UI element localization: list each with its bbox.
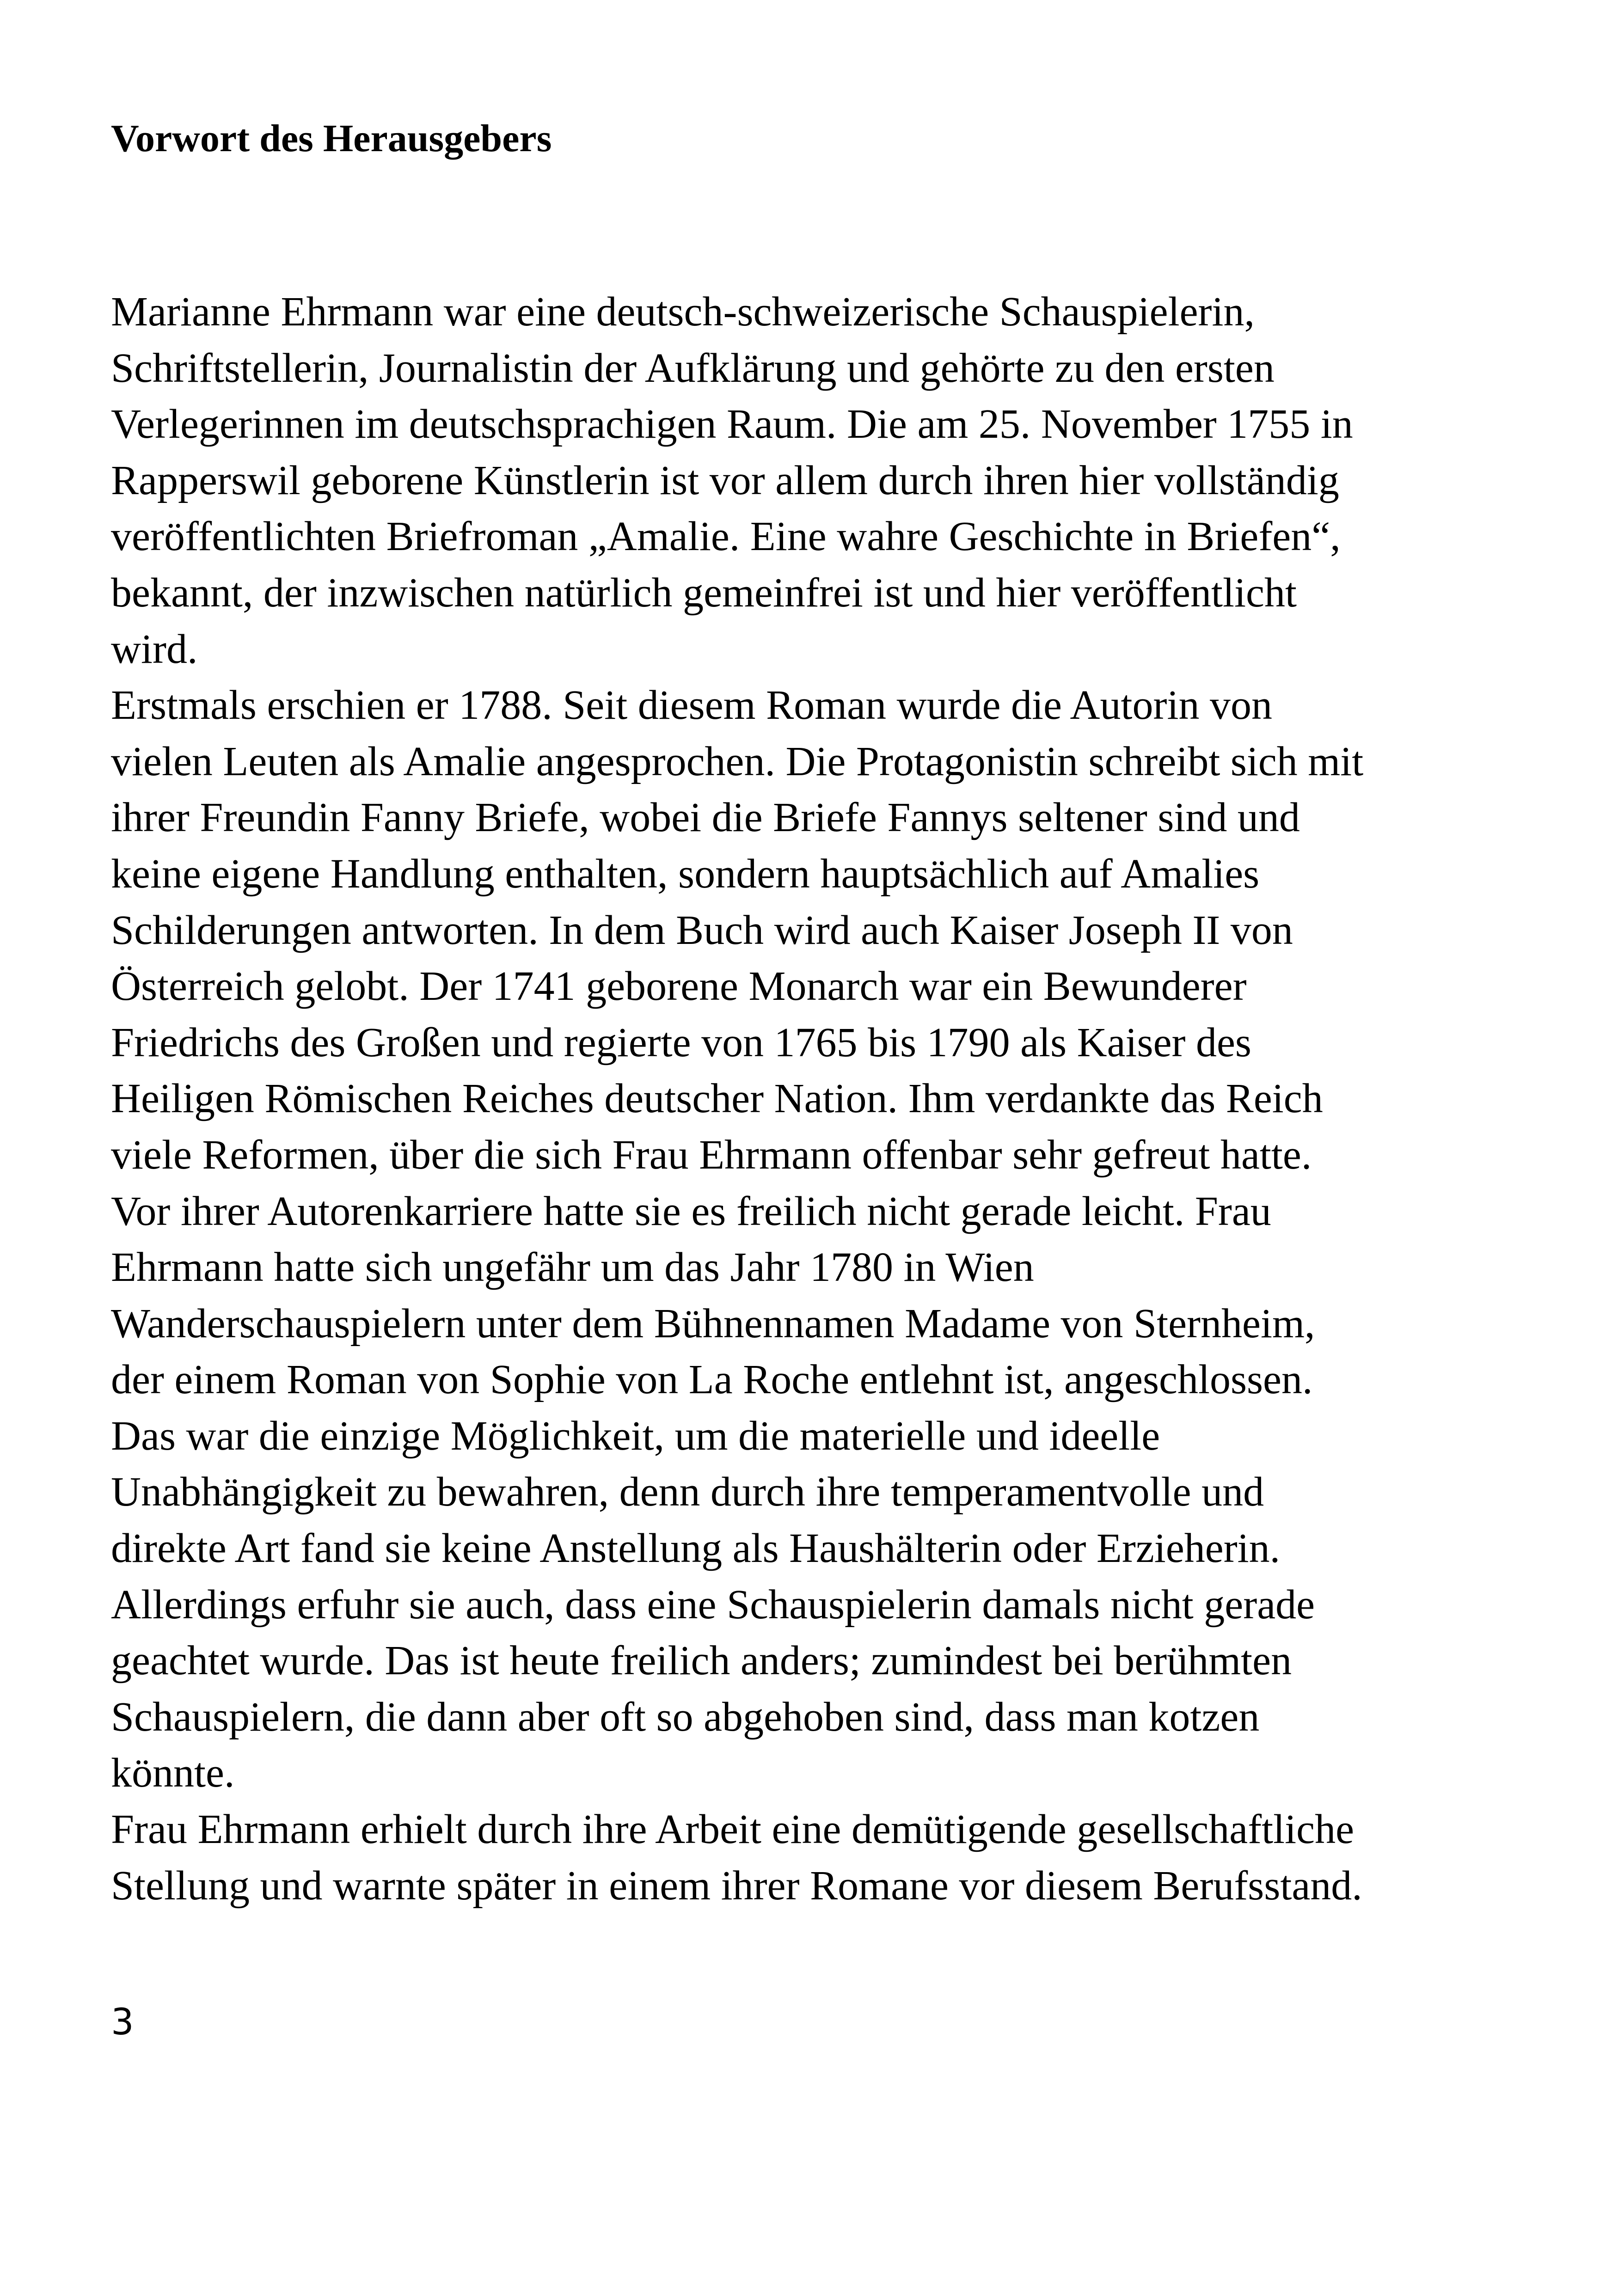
text-line: viele Reformen, über die sich Frau Ehrmann offenbar sehr gefreut hatte. <box>111 1132 1312 1178</box>
text-line: Schriftstellerin, Journalistin der Aufklärung und gehörte zu den ersten <box>111 345 1275 391</box>
text-line: Vor ihrer Autorenkarriere hatte sie es freilich nicht gerade leicht. Frau <box>111 1188 1271 1234</box>
text-line: Unabhängigkeit zu bewahren, denn durch ihre temperamentvolle und <box>111 1469 1264 1515</box>
text-line: direkte Art fand sie keine Anstellung als Haushälterin oder Erzieherin. <box>111 1525 1281 1572</box>
text-line: Friedrichs des Großen und regierte von 1765 bis 1790 als Kaiser des <box>111 1019 1251 1065</box>
text-line: veröffentlichten Briefroman „Amalie. Eine wahre Geschichte in Briefen“, <box>111 514 1341 560</box>
page-number: 3 <box>111 2002 134 2043</box>
text-line: geachtet wurde. Das ist heute freilich anders; zumindest bei berühmten <box>111 1638 1292 1684</box>
text-line: Stellung und warnte später in einem ihrer Romane vor diesem Berufsstand. <box>111 1862 1362 1909</box>
page-heading: Vorwort des Herausgebers <box>111 117 552 160</box>
text-line: Marianne Ehrmann war eine deutsch-schweizerische Schauspielerin, <box>111 289 1255 335</box>
text-line: keine eigene Handlung enthalten, sondern hauptsächlich auf Amalies <box>111 851 1260 897</box>
text-line: Österreich gelobt. Der 1741 geborene Monarch war ein Bewunderer <box>111 963 1247 1010</box>
text-line: Ehrmann hatte sich ungefähr um das Jahr 1780 in Wien <box>111 1244 1034 1291</box>
text-line: Rapperswil geborene Künstlerin ist vor allem durch ihren hier vollständig <box>111 457 1339 503</box>
text-line: bekannt, der inzwischen natürlich gemeinfrei ist und hier veröffentlicht <box>111 569 1297 616</box>
text-line: könnte. <box>111 1750 235 1796</box>
text-line: Erstmals erschien er 1788. Seit diesem Roman wurde die Autorin von <box>111 682 1273 729</box>
text-line: Wanderschauspielern unter dem Bühnennamen Madame von Sternheim, <box>111 1300 1315 1347</box>
text-line: Allerdings erfuhr sie auch, dass eine Schauspielerin damals nicht gerade <box>111 1581 1315 1628</box>
text-line: Schauspielern, die dann aber oft so abgehoben sind, dass man kotzen <box>111 1694 1260 1740</box>
text-line: Das war die einzige Möglichkeit, um die materielle und ideelle <box>111 1413 1160 1459</box>
text-line: ihrer Freundin Fanny Briefe, wobei die Briefe Fannys seltener sind und <box>111 795 1300 841</box>
text-line: der einem Roman von Sophie von La Roche entlehnt ist, angeschlossen. <box>111 1357 1313 1403</box>
text-line: Schilderungen antworten. In dem Buch wird auch Kaiser Joseph II von <box>111 907 1293 953</box>
text-line: Frau Ehrmann erhielt durch ihre Arbeit eine demütigende gesellschaftliche <box>111 1806 1354 1853</box>
text-line: wird. <box>111 626 198 672</box>
preface-body <box>111 284 1526 1914</box>
text-line: vielen Leuten als Amalie angesprochen. Die Protagonistin schreibt sich mit <box>111 738 1364 784</box>
text-line: Heiligen Römischen Reiches deutscher Nation. Ihm verdankte das Reich <box>111 1076 1323 1122</box>
text-line: Verlegerinnen im deutschsprachigen Raum. Die am 25. November 1755 in <box>111 401 1353 447</box>
